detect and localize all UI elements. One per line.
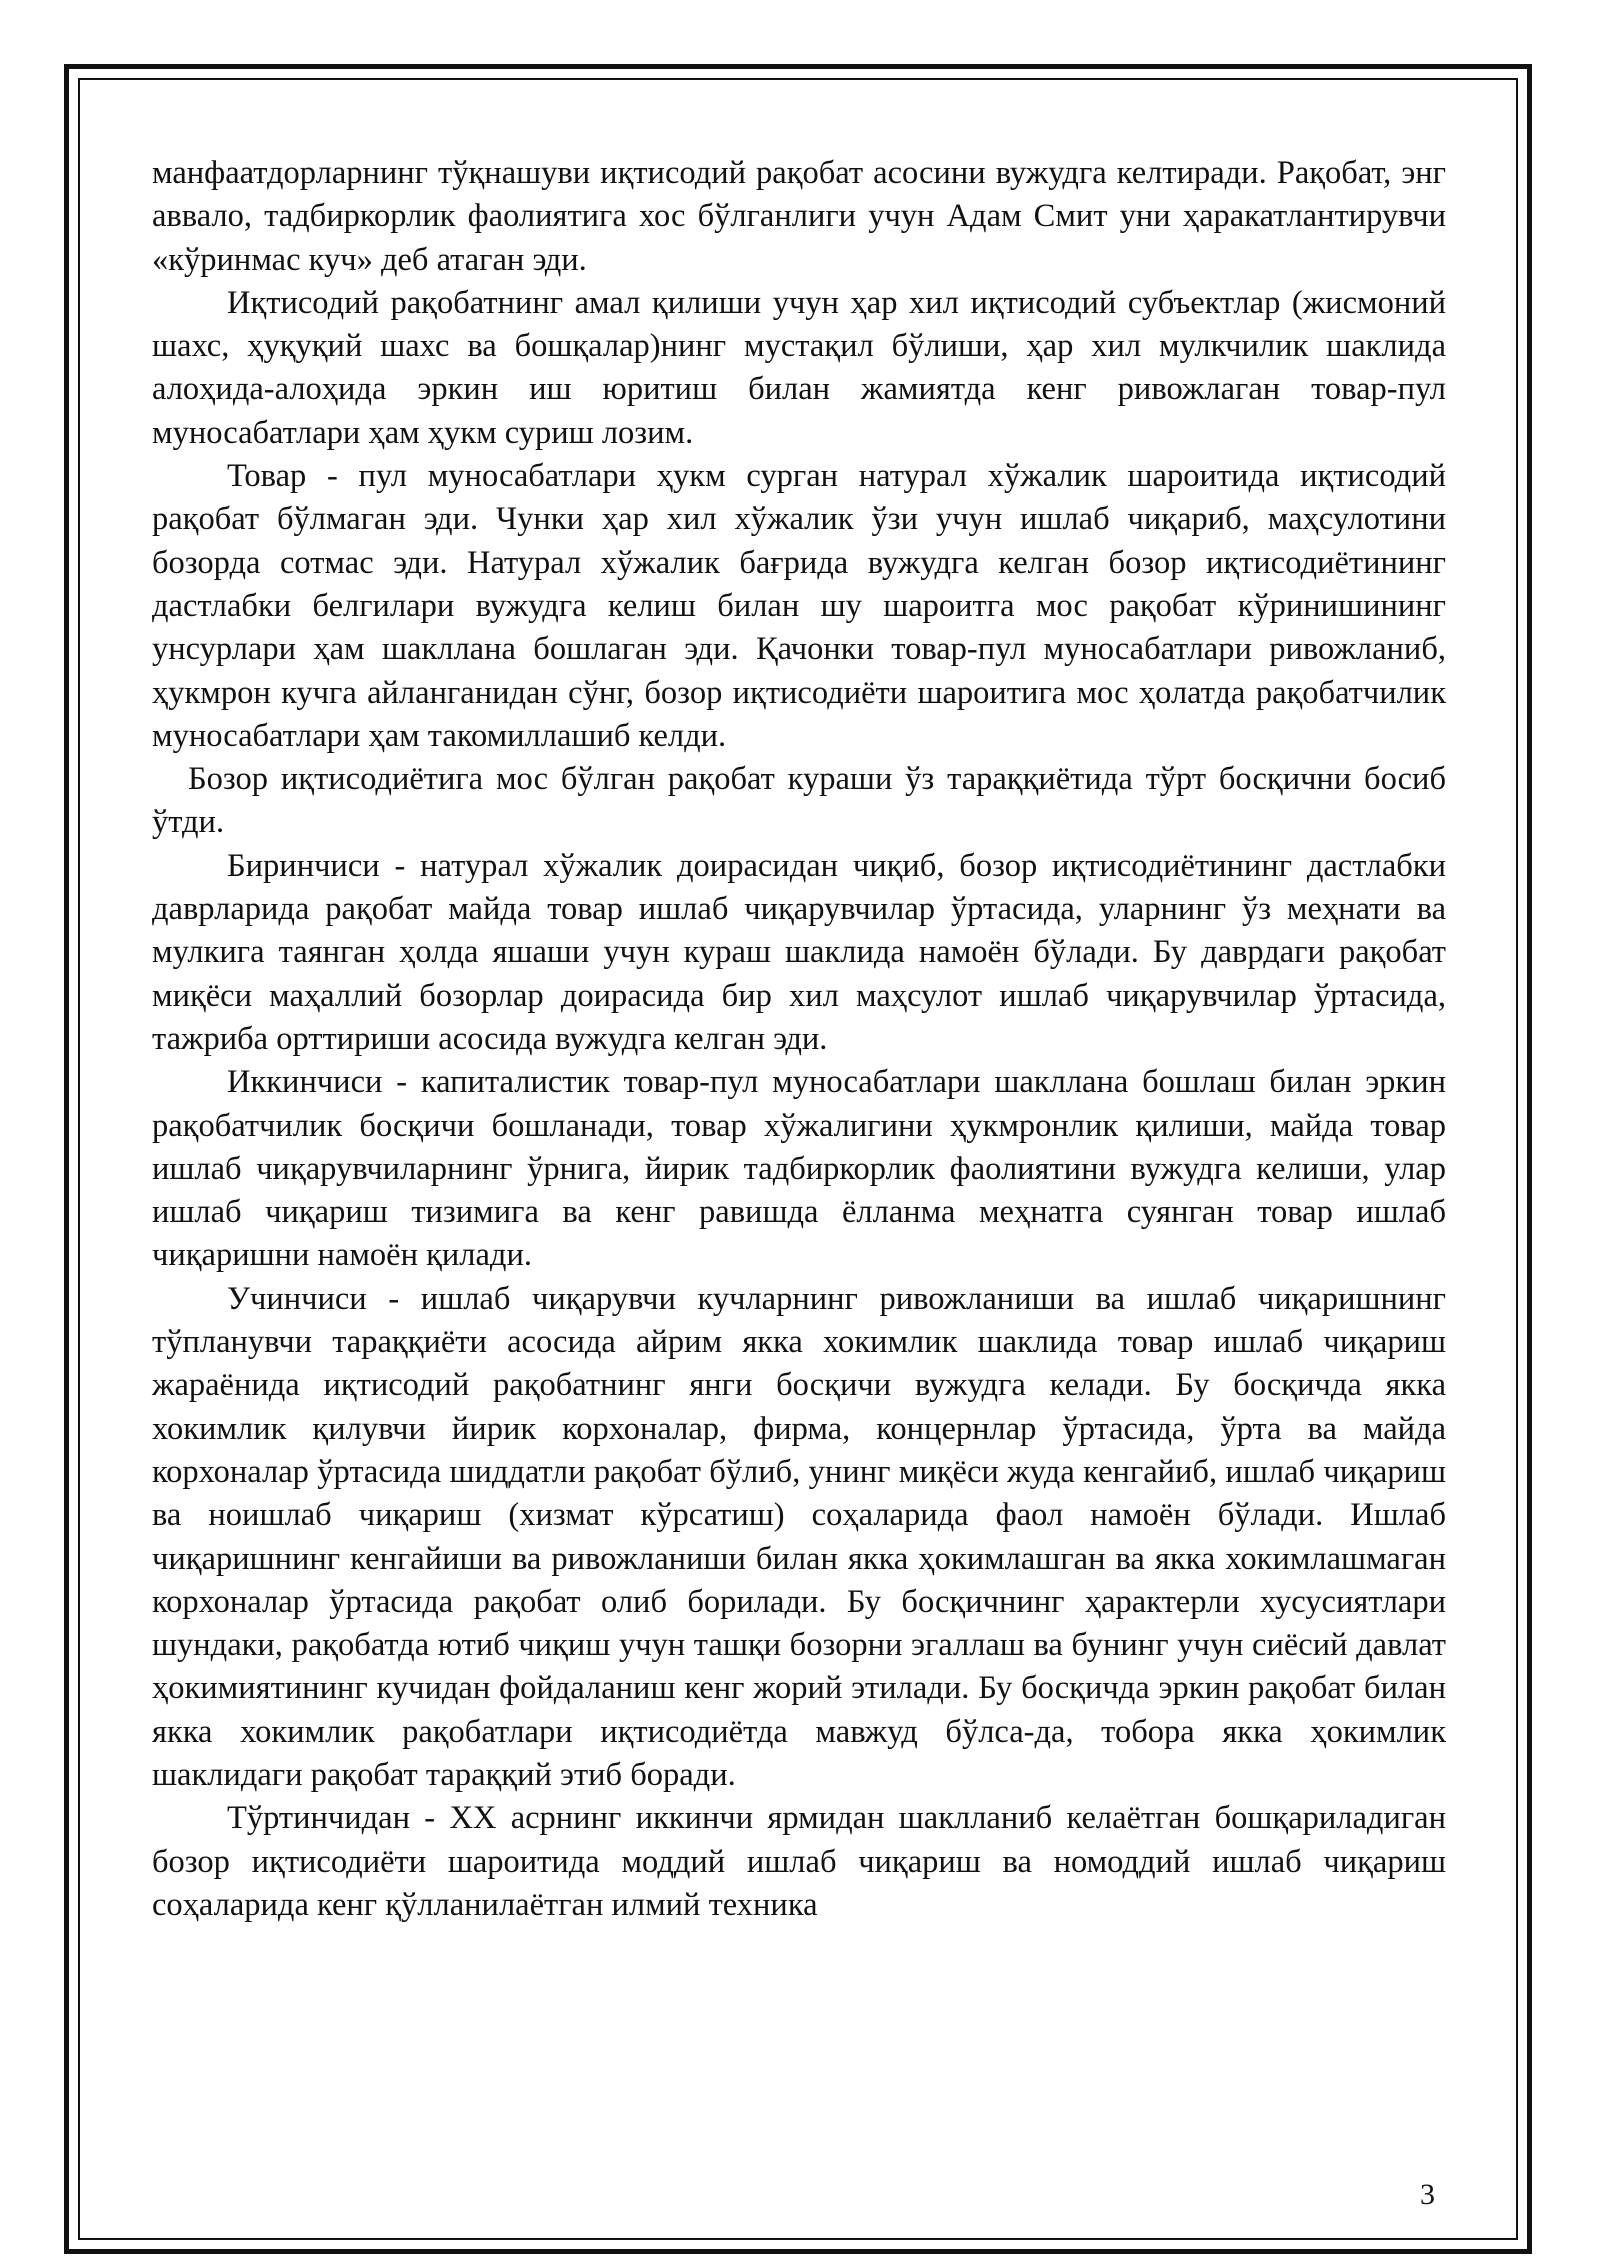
paragraph-3: Товар - пул муносабатлари ҳукм сурган натурал хўжалик шароитида иқтисодий рақобат бўлмаган эди. Чунки ҳар хил хўжалик ўзи учун ишлаб чиқариб, маҳсулотини бозорда сотмас эди. Натурал хўжалик бағрида вужудга келган бозор иқтисодиётининг дастлабки белгилари вужудга келиш билан шу шароитга мос рақобат кўринишининг унсурлари ҳам шакллана бошлаган эди. Қачонки товар-пул муносабатлари ривожланиб, ҳукмрон кучга айланганидан сўнг, бозор иқтисодиёти шароитига мос ҳолатда рақобатчилик муносабатлари ҳам такомиллашиб келди. (152, 458, 1446, 754)
paragraph-2: Иқтисодий рақобатнинг амал қилиши учун ҳар хил иқтисодий субъектлар (жисмоний шахс, ҳуқуқий шахс ва бошқалар)нинг мустақил бўлиши, ҳар хил мулкчилик шаклида алоҳида-алоҳида эркин иш юритиш билан жамиятда кенг ривожлаган товар-пул муносабатлари ҳам ҳукм суриш лозим. (152, 284, 1446, 451)
paragraph-6: Иккинчиси - капиталистик товар-пул муносабатлари шакллана бошлаш билан эркин рақобатчилик босқичи бошланади, товар хўжалигини ҳукмронлик қилиши, майда товар ишлаб чиқарувчиларнинг ўрнига, йирик тадбиркорлик фаолиятини вужудга келиши, улар ишлаб чиқариш тизимига ва кенг равишда ёлланма меҳнатга суянган товар ишлаб чиқаришни намоён қилади. (152, 1064, 1446, 1274)
paragraph-8: Тўртинчидан - XX асрнинг иккинчи ярмидан шаклланиб келаётган бошқариладиган бозор иқтисодиёти шароитида моддий ишлаб чиқариш ва номоддий ишлаб чиқариш соҳаларида кенг қўлланилаётган илмий техника (152, 1800, 1446, 1923)
paragraph-7: Учинчиси - ишлаб чиқарувчи кучларнинг ривожланиши ва ишлаб чиқаришнинг тўпланувчи тараққиёти асосида айрим якка хокимлик шаклида товар ишлаб чиқариш жараёнида иқтисодий рақобатнинг янги босқичи вужудга келади. Бу босқичда якка хокимлик қилувчи йирик корхоналар, фирма, концернлар ўртасида, ўрта ва майда корхоналар ўртасида шиддатли рақобат бўлиб, унинг миқёси жуда кенгайиб, ишлаб чиқариш ва ноишлаб чиқариш (хизмат кўрсатиш) соҳаларида фаол намоён бўлади. Ишлаб чиқаришнинг кенгайиши ва ривожланиши билан якка ҳокимлашган ва якка хокимлашмаган корхоналар ўртасида рақобат олиб борилади. Бу босқичнинг ҳарактерли хусусиятлари шундаки, рақобатда ютиб чиқиш учун ташқи бозорни эгаллаш ва бунинг учун сиёсий давлат ҳокимиятининг кучидан фойдаланиш кенг жорий этилади. Бу босқичда эркин рақобат билан якка хокимлик рақобатлари иқтисодиётда мавжуд бўлса-да, тобора якка ҳокимлик шаклидаги рақобат тараққий этиб боради. (152, 1280, 1446, 1793)
page-number: 3 (1420, 2178, 1435, 2211)
paragraph-4: Бозор иқтисодиётига мос бўлган рақобат кураши ўз тараққиётида тўрт босқични босиб ўтди. (152, 761, 1446, 841)
paragraph-1: манфаатдорларнинг тўқнашуви иқтисодий рақобат асосини вужудга келтиради. Рақобат, энг аввало, тадбиркорлик фаолиятига хос бўлганлиги учун Адам Смит уни ҳаракатлантирувчи «кўринмас куч» деб атаган эди. (152, 155, 1446, 278)
document-body (152, 152, 1446, 1927)
paragraph-5: Биринчиси - натурал хўжалик доирасидан чиқиб, бозор иқтисодиётининг дастлабки даврларида рақобат майда товар ишлаб чиқарувчилар ўртасида, уларнинг ўз меҳнати ва мулкига таянган ҳолда яшаши учун кураш шаклида намоён бўлади. Бу даврдаги рақобат миқёси маҳаллий бозорлар доирасида бир хил маҳсулот ишлаб чиқарувчилар ўртасида, тажриба орттириши асосида вужудга келган эди. (152, 847, 1446, 1057)
